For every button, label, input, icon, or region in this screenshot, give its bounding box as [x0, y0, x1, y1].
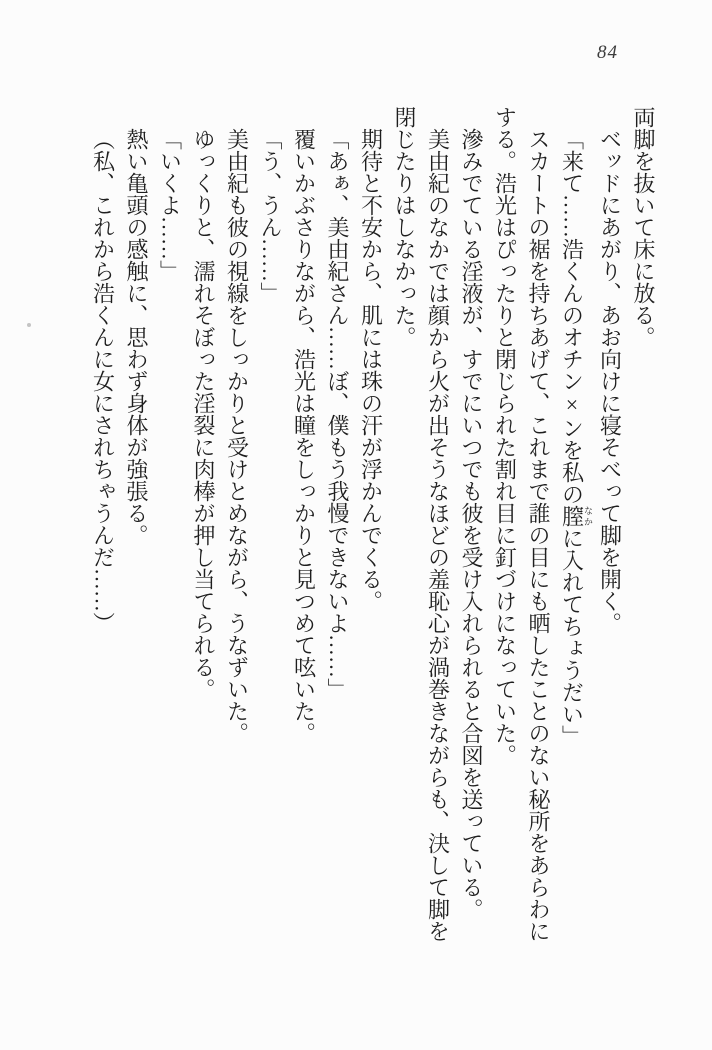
paragraph-9: 覆いかぶさりながら、浩光は瞳をしっかりと見つめて呟いた。 — [291, 128, 317, 744]
paragraph-10-dialogue: 「う、うん……」 — [258, 128, 283, 304]
paragraph-1: 両脚を抜いて床に放る。 — [631, 106, 656, 348]
scan-noise-speck — [27, 323, 31, 327]
page-text — [86, 106, 660, 942]
paragraph-14: 熱い亀頭の感触に、思わず身体が強張る。 — [124, 128, 149, 546]
paragraph-2: ベッドにあがり、あお向けに寝そべって脚を開く。 — [597, 128, 623, 634]
paragraph-3-text-before-ruby: 「来て……浩くんのオチン×ンを私の — [559, 128, 585, 505]
paragraph-13-dialogue: 「いくよ……」 — [157, 128, 183, 282]
paragraph-7: 期待と不安から、肌には珠の汗が浮かんでくる。 — [358, 128, 384, 612]
paragraph-3-dialogue — [555, 106, 593, 942]
paragraph-6: 美由紀のなかでは顔から火が出そうなほどの羞恥心が渦巻きながらも、決して脚を閉じたりはしなかった。 — [392, 106, 451, 942]
paragraph-11: 美由紀も彼の視線をしっかりと受けとめながら、うなずいた。 — [224, 128, 250, 744]
paragraph-3-text-after-ruby: に入れてちょうだい」 — [559, 527, 585, 747]
paragraph-5: 滲みでている淫液が、すでにいつでも彼を受け入れられると合図を送っている。 — [459, 128, 484, 920]
ruby-base: 膣 — [559, 505, 585, 527]
ruby-word — [559, 505, 593, 527]
paragraph-12: ゆっくりと、濡れそぼった淫裂に肉棒が押し当てられる。 — [191, 128, 216, 700]
page-number: 84 — [597, 42, 618, 63]
paragraph-15-inner-monologue: （私、これから浩くんに女にされちゃうんだ……） — [90, 128, 116, 634]
furigana: なか — [583, 505, 593, 527]
paragraph-4: スカートの裾を持ちあげて、これまで誰の目にも晒したことのない秘所をあらわにする。浩光はぴったりと閉じられた割れ目に釘づけになっていた。 — [492, 106, 551, 942]
paragraph-8-dialogue: 「あぁ、美由紀さん……ぼ、僕もう我慢できないよ……」 — [325, 128, 350, 700]
